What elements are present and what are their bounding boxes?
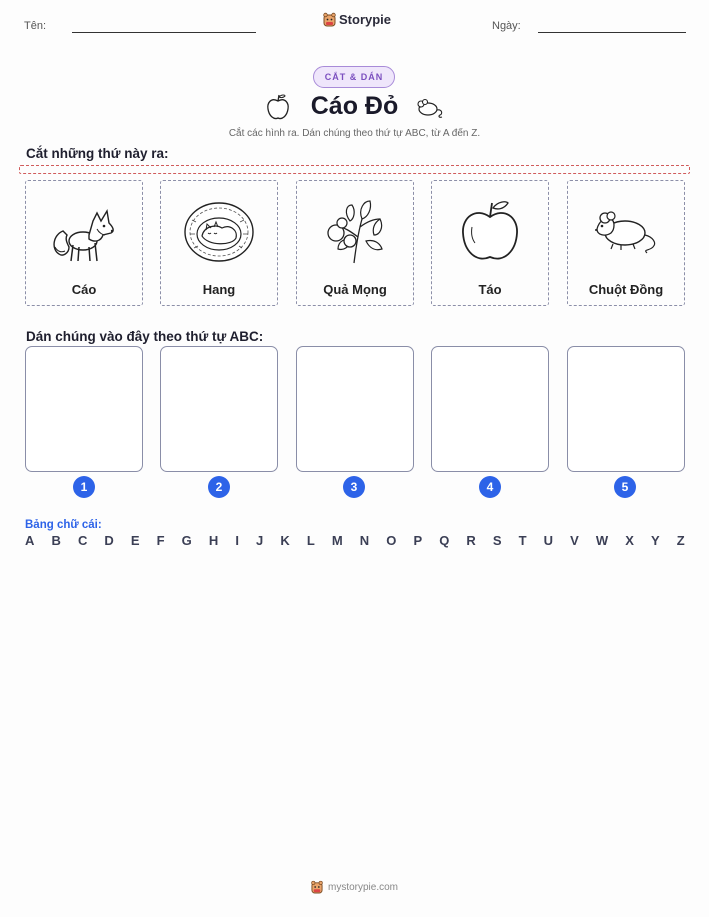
apple-icon [458,199,522,265]
alphabet-letter: K [280,533,290,548]
alphabet-letter: I [235,533,239,548]
title-row [0,92,709,121]
alphabet-letter: V [570,533,579,548]
card-label: Hang [202,282,236,297]
date-label: Ngày: [492,20,521,32]
cut-guide-line [19,165,690,174]
alphabet-letter: A [25,533,35,548]
cut-card-qua-mong[interactable] [296,180,414,306]
name-field[interactable] [72,32,256,33]
alphabet-letter: D [104,533,114,548]
name-label: Tên: [24,20,47,32]
paste-heading: Dán chúng vào đây theo thứ tự ABC: [26,329,264,344]
activity-badge: CẮT & DÁN [313,66,395,88]
cut-card-hang[interactable] [160,180,278,306]
mouse-icon [591,207,661,257]
alphabet-letter: B [51,533,61,548]
storypie-mascot-icon [323,12,336,27]
card-label: Quả Mọng [323,282,387,297]
alphabet-letter: Q [439,533,450,548]
brand-name: Storypie [339,12,392,27]
cut-heading: Cắt những thứ này ra: [26,146,169,161]
cut-card-cao[interactable] [25,180,143,306]
footer-url: mystorypie.com [327,881,398,893]
paste-slot-5[interactable] [567,346,685,472]
storypie-mascot-icon [311,880,323,894]
den-icon [182,200,256,264]
slot-number-5: 5 [614,476,636,498]
alphabet-letter: X [625,533,634,548]
alphabet-heading: Bảng chữ cái: [25,519,102,531]
alphabet-letter: Y [650,533,660,548]
berries-icon [320,197,390,267]
alphabet-letter: L [306,533,315,548]
slot-number-4: 4 [479,476,501,498]
alphabet-letter: H [208,533,219,548]
alphabet-letter: F [156,533,165,548]
alphabet-letter: T [518,533,527,548]
alphabet-row [25,533,685,548]
paste-slot-1[interactable] [25,346,143,472]
brand-logo [323,12,391,27]
paste-slot-2[interactable] [160,346,278,472]
alphabet-letter: S [492,533,502,548]
slot-number-3: 3 [343,476,365,498]
instructions: Cắt các hình ra. Dán chúng theo thứ tự ABC, từ A đến Z. [228,128,481,139]
alphabet-letter: E [130,533,140,548]
card-label: Táo [478,282,502,297]
page-title: Cáo Đỏ [310,92,399,120]
alphabet-letter: R [466,533,476,548]
mouse-small-icon [414,95,446,119]
alphabet-letter: G [181,533,192,548]
alphabet-letter: U [543,533,554,548]
worksheet-header [0,0,709,50]
alphabet-letter: N [359,533,370,548]
alphabet-letter: P [413,533,423,548]
fox-icon [49,199,119,265]
slot-number-2: 2 [208,476,230,498]
cut-card-chuot-dong[interactable] [567,180,685,306]
card-label: Cáo [71,282,97,297]
paste-slot-4[interactable] [431,346,549,472]
date-field[interactable] [538,32,686,33]
alphabet-letter: C [77,533,88,548]
footer [0,880,709,894]
paste-slot-3[interactable] [296,346,414,472]
alphabet-letter: M [331,533,343,548]
slot-number-1: 1 [73,476,95,498]
card-label: Chuột Đồng [588,282,664,297]
alphabet-letter: W [595,533,609,548]
alphabet-letter: O [386,533,397,548]
cut-card-tao[interactable] [431,180,549,306]
alphabet-letter: Z [676,533,685,548]
alphabet-letter: J [256,533,264,548]
